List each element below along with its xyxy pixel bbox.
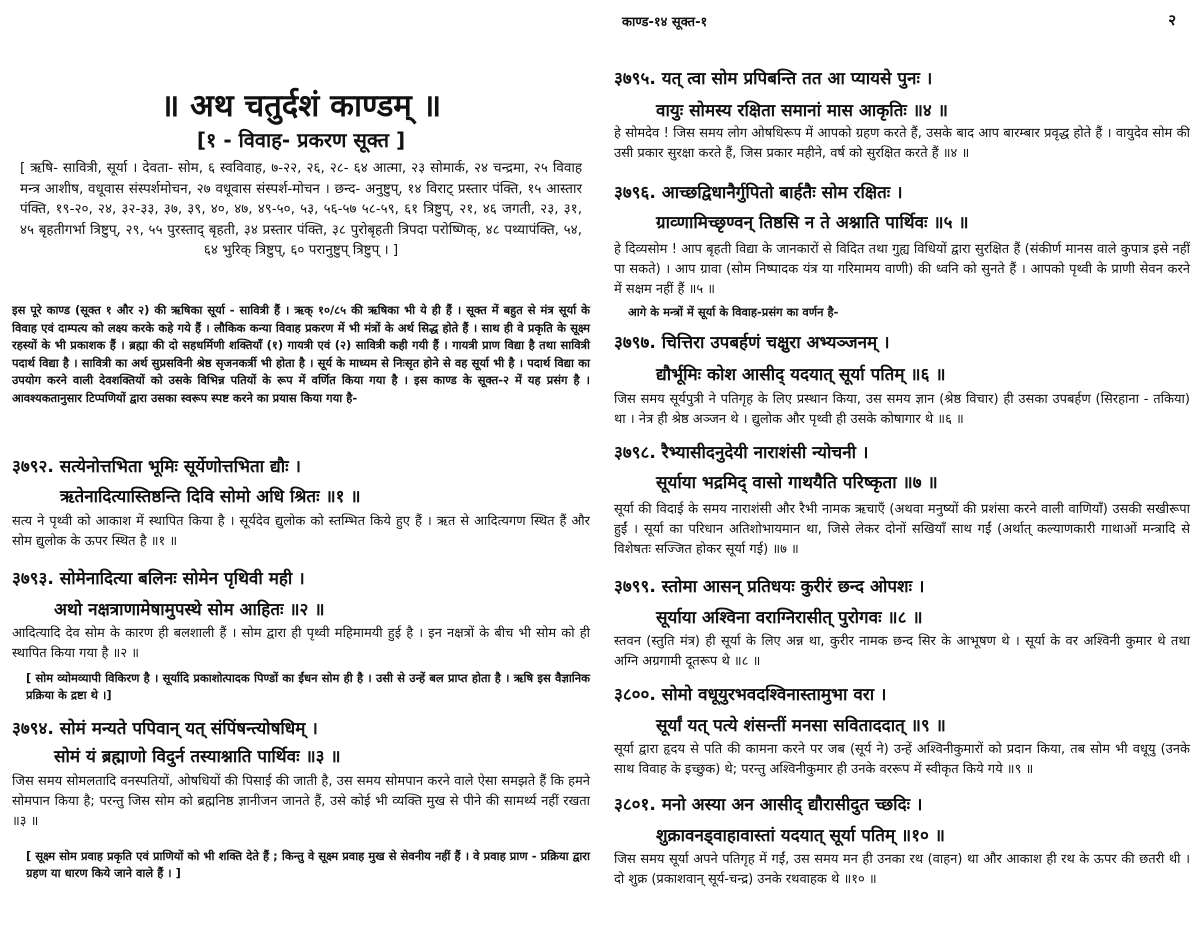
- verse-line-2: सूर्याया अश्विना वराग्निरासीत् पुरोगवः ॥८ ॥: [656, 608, 923, 628]
- verse-line-1: ३८०१. मनो अस्या अन आसीद् द्यौरासीदुत च्छदिः ।: [614, 795, 923, 815]
- verse-translation: सूर्या द्वारा हृदय से पति की कामना करने पर जब (सूर्य ने) उन्हें अश्विनीकुमारों को प्रदान किया, तब सोम भी वधूयु (उनके साथ विवाह के इच्छुक) थे; परन्तु अश्विनीकुमार ही उनके वररूप में स्वीकृत किये गये ॥९ ॥: [614, 742, 1190, 777]
- page-number: २: [1168, 11, 1176, 29]
- verse-line-1: ३७९७. चित्तिरा उपबर्हणं चक्षुरा अभ्यञ्जनम् ।: [614, 333, 890, 353]
- verse-line-2: वायुः सोमस्य रक्षिता समानां मास आकृतिः ॥४ ॥: [656, 101, 948, 121]
- verse-translation: सत्य ने पृथ्वी को आकाश में स्थापित किया है । सूर्यदेव द्युलोक को स्तम्भित किये हुए हैं । ऋत से आदित्यगण स्थित हैं और सोम द्युलोक के ऊपर स्थित है ॥१ ॥: [12, 514, 590, 549]
- verse-translation: स्तवन (स्तुति मंत्र) ही सूर्या के लिए अन्न था, कुरीर नामक छन्द सिर के आभूषण थे । सूर्या के वर अश्विनी कुमार थे तथा अग्नि अग्रगामी दूतरूप थे ॥८ ॥: [614, 634, 1190, 669]
- verse-note: [ सोम व्योमव्यापी विकिरण है । सूर्यादि प्रकाशोत्पादक पिण्डों का ईंधन सोम ही है । उसी से उन्हें बल प्राप्त होता है । ऋषि इस वैज्ञानिक प्रक्रिया के द्रष्टा थे ।]: [26, 671, 590, 702]
- verse-line-1: ३७९५. यत् त्वा सोम प्रपिबन्ति तत आ प्यायसे पुनः ।: [614, 69, 933, 89]
- verse-line-1: ३७९३. सोमेनादित्या बलिनः सोमेन पृथिवी मही ।: [12, 569, 305, 589]
- verse-line-2: सूर्याया भद्रमिद् वासो गाथयैति परिष्कृता ॥७ ॥: [656, 473, 938, 493]
- verse-translation: जिस समय सूर्यपुत्री ने पतिगृह के लिए प्रस्थान किया, उस समय ज्ञान (श्रेष्ठ विचार) ही उसका उपबर्हण (सिरहाना - तकिया) था । नेत्र ही श्रेष्ठ अञ्जन थे । द्युलोक और पृथ्वी ही उसके कोषागार थे ॥६ ॥: [614, 392, 1190, 427]
- verse-note: [ सूक्ष्म सोम प्रवाह प्रकृति एवं प्राणियों को भी शक्ति देते हैं ; किन्तु वे सूक्ष्म प्रवाह मुख से सेवनीय नहीं हैं । वे प्रवाह प्राण - प्रक्रिया द्वारा ग्रहण या धारण किये जाने वाले हैं । ]: [26, 849, 590, 880]
- verse-translation: आदित्यादि देव सोम के कारण ही बलशाली हैं । सोम द्वारा ही पृथ्वी महिमामयी हुई है । इन नक्षत्रों के बीच भी सोम को ही स्थापित किया गया है ॥२ ॥: [12, 626, 590, 661]
- verse-line-1: ३७९८. रैभ्यासीदनुदेयी नाराशंसी न्योचनी ।: [614, 443, 869, 463]
- section-note: आगे के मन्त्रों में सूर्या के विवाह-प्रसंग का वर्णन है-: [628, 305, 839, 319]
- verse-line-2: सूर्यां यत् पत्ये शंसन्तीं मनसा सविताददात् ॥९ ॥: [656, 716, 946, 736]
- running-header: काण्ड-१४ सूक्त-१: [622, 15, 708, 30]
- verse-line-2: अथो नक्षत्राणामेषामुपस्थे सोम आहितः ॥२ ॥: [54, 600, 325, 620]
- verse-translation: हे दिव्यसोम ! आप बृहती विद्या के जानकारों से विदित तथा गुह्य विधियों द्वारा सुरक्षित हैं (संकीर्ण मानस वाले कुपात्र इसे नहीं पा सकते) । आप ग्रावा (सोम निष्पादक यंत्र या गरिमामय वाणी) की ध्वनि को सुनते हैं । आपको पृथ्वी के प्राणी सेवन करने में सक्षम नहीं हैं ॥५ ॥: [614, 242, 1190, 297]
- verse-translation: हे सोमदेव ! जिस समय लोग ओषधिरूप में आपको ग्रहण करते हैं, उसके बाद आप बारम्बार प्रवृद्ध होते हैं । वायुदेव सोम की उसी प्रकार सुरक्षा करते हैं, जिस प्रकार महीने, वर्ष को सुरक्षित करते हैं ॥४ ॥: [614, 126, 1190, 161]
- verse-line-1: ३८००. सोमो वधूयुरभवदश्विनास्तामुभा वरा ।: [614, 685, 887, 705]
- verse-translation: जिस समय सोमलतादि वनस्पतियों, ओषधियों की पिसाई की जाती है, उस समय सोमपान करने वाले ऐसा समझते हैं कि हमने सोमपान किया है; परन्तु जिस सोम को ब्रह्मनिष्ठ ज्ञानीजन जानते हैं, उसे कोई भी व्यक्ति मुख से पीने की सामर्थ्य नहीं रखता ॥३ ॥: [12, 774, 590, 829]
- rishi-devata-chhand: [ ऋषि- सावित्री, सूर्या । देवता- सोम, ६ स्वविवाह, ७-२२, २६, २८- ६४ आत्मा, २३ सोमार्क, २४ चन्द्रमा, २५ विवाह मन्त्र आशीष, वधूवास संस्पर्शमोचन, २७ वधूवास संस्पर्श-मोचन । छन्द- अनुष्टुप्, १४ विराट् प्रस्तार पंक्ति, १५ आस्तार पंक्ति, १९-२०, २४, ३२-३३, ३७, ३९, ४०, ४७, ४९-५०, ५३, ५६-५७ ५८-५९, ६१ त्रिष्टुप्, २१, ४६ जगती, २३, ३१, ४५ बृहतीगर्भा त्रिष्टुप्, २९, ५५ पुरस्ताद् बृहती, ३४ प्रस्तार पंक्ति, ३८ पुरोबृहती त्रिपदा परोष्णिक्, ४८ पथ्यापंक्ति, ५४, ६४ भुरिक् त्रिष्टुप्, ६० परानुष्टुप् त्रिष्टुप् । ]: [20, 160, 582, 258]
- verse-translation: जिस समय सूर्या अपने पतिगृह में गईं, उस समय मन ही उनका रथ (वाहन) था और आकाश ही रथ के ऊपर की छतरी थी । दो शुक्र (प्रकाशवान् सूर्य-चन्द्र) उनके रथवाहक थे ॥१० ॥: [614, 852, 1190, 887]
- verse-line-1: ३७९६. आच्छद्विधानैर्गुपितो बार्हतैः सोम रक्षितः ।: [614, 183, 903, 203]
- verse-line-2: ग्राव्णामिच्छृण्वन् तिष्ठसि न ते अश्नाति पार्थिवः ॥५ ॥: [656, 213, 969, 233]
- verse-line-2: द्यौर्भूमिः कोश आसीद् यदयात् सूर्या पतिम् ॥६ ॥: [656, 365, 946, 385]
- verse-line-1: ३७९४. सोमं मन्यते पपिवान् यत् संपिंषन्त्योषधिम् ।: [12, 719, 318, 739]
- verse-line-1: ३७९९. स्तोमा आसन् प्रतिधयः कुरीरं छन्द ओपशः ।: [614, 577, 925, 597]
- introduction: इस पूरे काण्ड (सूक्त १ और २) की ऋषिका सूर्या - सावित्री हैं । ऋक् १०/८५ की ऋषिका भी ये ही हैं । सूक्त में बहुत से मंत्र सूर्या के विवाह एवं दाम्पत्य को लक्ष्य करके कहे गये हैं । लौकिक कन्या विवाह प्रकरण में भी मंत्रों के अर्थ सिद्ध होते हैं । साथ ही वे प्रकृति के सूक्ष्म रहस्यों के भी प्रकाशक हैं । ब्रह्मा की दो सहधर्मिणी शक्तियाँ (१) गायत्री एवं (२) सावित्री कही गयी हैं । गायत्री प्राण विद्या है तथा सावित्री पदार्थ विद्या है । सावित्री का अर्थ सुप्रसविनी श्रेष्ठ सृजनकर्त्री भी होता है । सूर्य के माध्यम से निःसृत होने से वह सूर्या भी है । पदार्थ विद्या का उपयोग करने वाली देवशक्तियों को उसके विभिन्न पतियों के रूप में वर्णित किया गया है । इस काण्ड के सूक्त-२ में यह प्रसंग है । आवश्यकतानुसार टिप्पणियों द्वारा उसका स्वरूप स्पष्ट करने का प्रयास किया गया है-: [12, 303, 590, 405]
- sukta-subtitle: [१ - विवाह- प्रकरण सूक्त ]: [196, 128, 406, 152]
- verse-translation: सूर्या की विदाई के समय नाराशंसी और रैभी नामक ऋचाएँ (अथवा मनुष्यों की प्रशंसा करने वाली वाणियाँ) उसकी सखीरूपा हुईं । सूर्या का परिधान अतिशोभायमान था, जिसे लेकर दोनों सखियाँ साथ गईं (अर्थात् कल्याणकारी गाथाओं मन्त्रादि से विशेषतः सज्जित होकर सूर्या गई) ॥७ ॥: [614, 502, 1190, 557]
- verse-line-2: शुक्रावनड्वाहावास्तां यदयात् सूर्या पतिम् ॥१० ॥: [656, 826, 945, 846]
- kanda-title: ॥ अथ चतुर्दशं काण्डम् ॥: [160, 88, 442, 124]
- verse-line-2: ऋतेनादित्यास्तिष्ठन्ति दिवि सोमो अधि श्रितः ॥१ ॥: [60, 487, 361, 507]
- verse-line-2: सोमं यं ब्रह्माणो विदुर्न तस्याश्नाति पार्थिवः ॥३ ॥: [54, 747, 341, 767]
- verse-line-1: ३७९२. सत्येनोत्तभिता भूमिः सूर्येणोत्तभिता द्यौः ।: [12, 457, 301, 477]
